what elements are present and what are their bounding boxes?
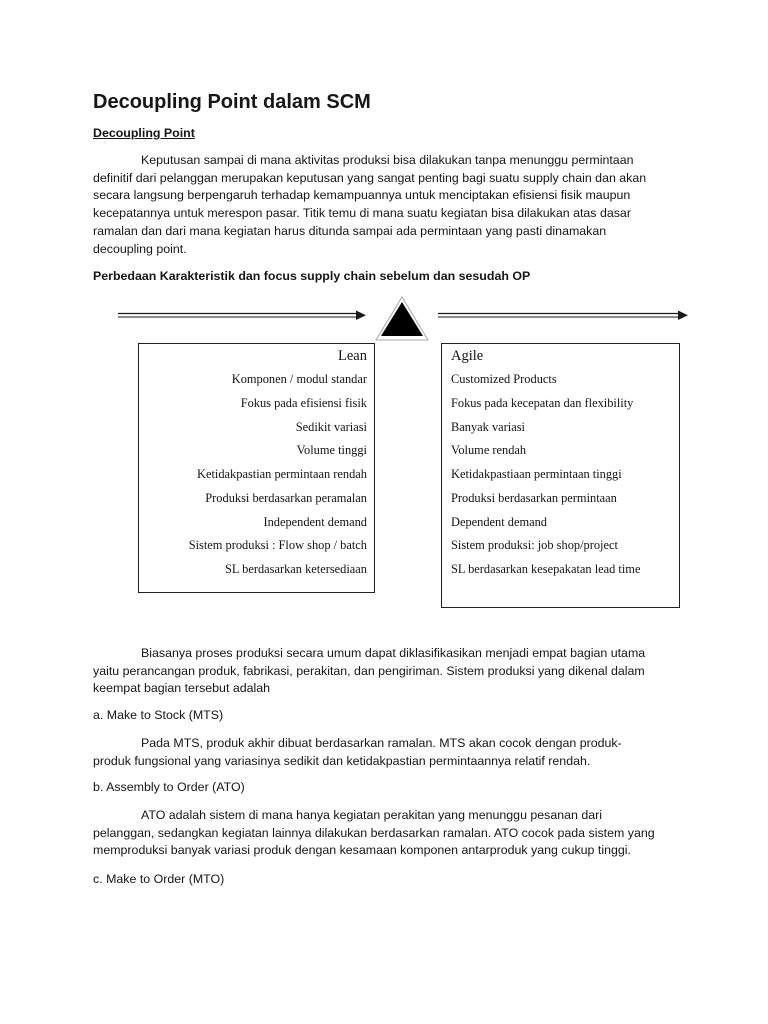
agile-item: Customized Products <box>451 372 557 386</box>
paragraph-line: keempat bagian tersebut adalah <box>93 681 271 696</box>
agile-box <box>441 343 680 608</box>
lean-item: Produksi berdasarkan peramalan <box>205 490 367 505</box>
paragraph-line: pelanggan, sedangkan kegiatan lainnya dilakukan berdasarkan ramalan. ATO cocok pada sistem yang <box>93 825 655 840</box>
decoupling-point-triangle-icon <box>381 302 423 336</box>
paragraph-line: definitif dari pelanggan merupakan keputusan yang sangat penting bagi suatu supply chain dan akan <box>93 170 647 185</box>
paragraph-line: Pada MTS, produk akhir dibuat berdasarkan ramalan. MTS akan cocok dengan produk- <box>141 736 622 750</box>
lean-item: Independent demand <box>263 514 367 529</box>
agile-item: Produksi berdasarkan permintaan <box>451 490 617 505</box>
lean-item: Komponen / modul standar <box>231 372 367 386</box>
agile-list <box>451 368 640 582</box>
paragraph-line: decoupling point. <box>93 241 187 256</box>
paragraph-line: Biasanya proses produksi secara umum dapat diklasifikasikan menjadi empat bagian utama <box>141 646 646 660</box>
lean-item: Fokus pada efisiensi fisik <box>240 395 367 410</box>
paragraph-line: ramalan dan dari mana kegiatan harus ditunda sampai ada permintaan yang pasti dinamakan <box>93 223 607 238</box>
paragraph-line: kecepatannya untuk merespon pasar. Titik temu di mana suatu kegiatan bisa dilakukan atas dasar <box>93 206 631 221</box>
paragraph-line: memproduksi banyak variasi produk dengan kesamaan komponen antarproduk yang cukup tinggi. <box>93 843 631 858</box>
agile-item: Sistem produksi: job shop/project <box>451 538 618 553</box>
mto-heading: c. Make to Order (MTO) <box>93 872 225 886</box>
right-arrow-head-icon <box>678 311 688 321</box>
agile-item: SL berdasarkan kesepakatan lead time <box>451 562 641 576</box>
decoupling-diagram <box>100 295 700 343</box>
paragraph-line: yaitu perancangan produk, fabrikasi, perakitan, dan pengiriman. Sistem produksi yang dikenal dalam <box>93 663 645 678</box>
ato-heading: b. Assembly to Order (ATO) <box>93 780 245 794</box>
production-paragraph <box>93 645 645 698</box>
paragraph-line: secara langsung berpengaruh terhadap kemampuannya untuk menciptakan efisiensi fisik maupun <box>93 188 631 203</box>
comparison-heading: Perbedaan Karakteristik dan focus supply chain sebelum dan sesudah OP <box>93 269 531 283</box>
lean-item: SL berdasarkan ketersediaan <box>225 562 367 576</box>
agile-item: Fokus pada kecepatan dan flexibility <box>451 395 634 410</box>
agile-item: Banyak variasi <box>451 419 525 434</box>
agile-item: Ketidakpastiaan permintaan tinggi <box>451 467 622 481</box>
paragraph-line: ATO adalah sistem di mana hanya kegiatan perakitan yang menunggu pesanan dari <box>141 808 603 822</box>
left-arrow-head-icon <box>356 311 366 321</box>
intro-paragraph <box>93 152 646 258</box>
paragraph-line: Keputusan sampai di mana aktivitas produksi bisa dilakukan tanpa menunggu permintaan <box>141 153 634 167</box>
page-title: Decoupling Point dalam SCM <box>93 91 371 113</box>
ato-paragraph <box>93 807 655 860</box>
agile-item: Volume rendah <box>451 443 527 458</box>
agile-title: Agile <box>451 348 484 364</box>
lean-item: Sedikit variasi <box>295 419 367 434</box>
mts-paragraph <box>93 735 622 770</box>
lean-item: Ketidakpastian permintaan rendah <box>197 467 367 481</box>
lean-title: Lean <box>338 348 367 364</box>
agile-item: Dependent demand <box>451 514 547 529</box>
mts-heading: a. Make to Stock (MTS) <box>93 708 224 722</box>
section-heading: Decoupling Point <box>93 126 195 140</box>
lean-item: Volume tinggi <box>296 443 367 458</box>
lean-item: Sistem produksi : Flow shop / batch <box>188 538 367 553</box>
paragraph-line: produk fungsional yang variasinya sedikit dan ketidakpastian permintaannya relatif rendah. <box>93 753 591 768</box>
lean-box <box>138 343 375 593</box>
lean-list <box>189 368 367 582</box>
